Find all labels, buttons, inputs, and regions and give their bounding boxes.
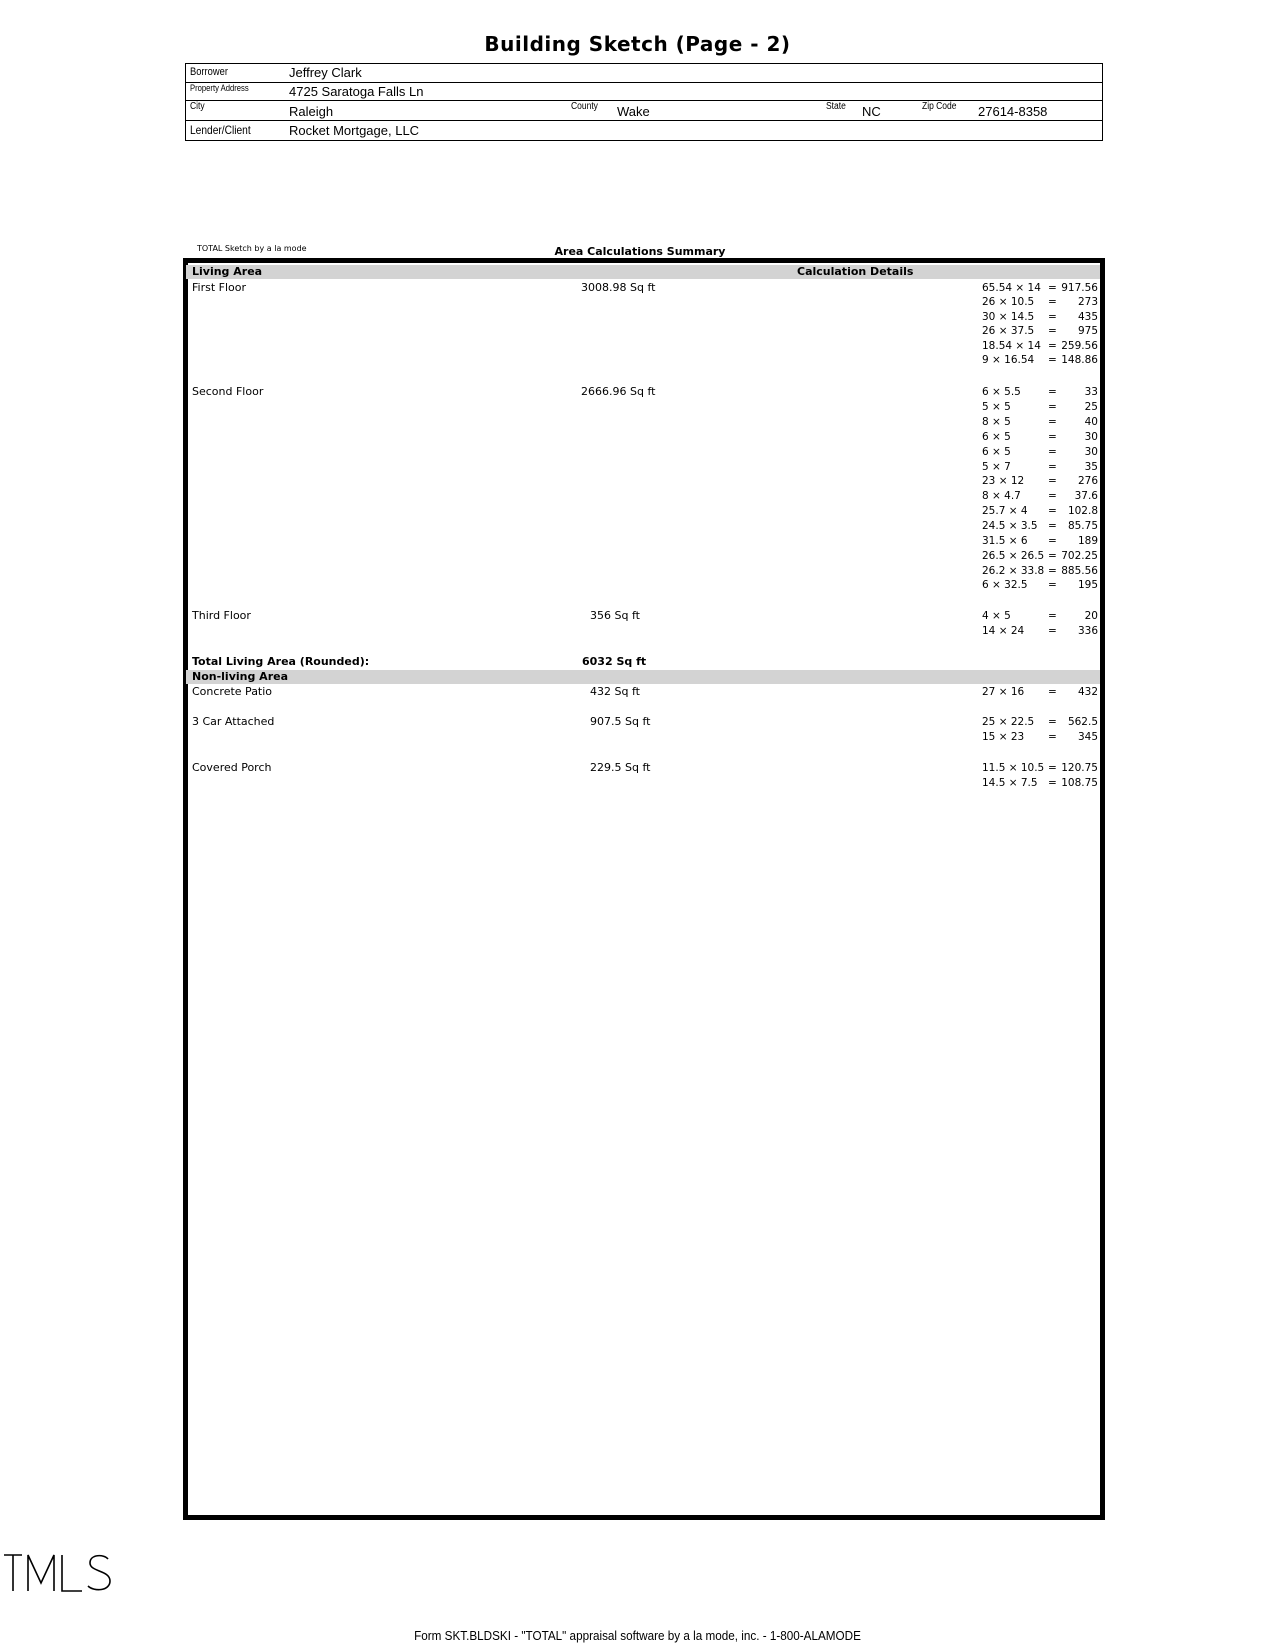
non-living-label: Non-living Area: [192, 670, 288, 683]
calc-line: 8 × 5 = 40: [982, 416, 1098, 428]
covered-porch-label: Covered Porch: [192, 761, 272, 774]
third-floor-label: Third Floor: [192, 609, 251, 622]
first-floor-label: First Floor: [192, 281, 247, 294]
total-living-label: Total Living Area (Rounded):: [192, 655, 370, 668]
borrower-value: Jeffrey Clark: [289, 65, 362, 80]
calc-line: 18.54 × 14 = 259.56: [982, 340, 1098, 352]
calc-line: 4 × 5 = 20: [982, 610, 1098, 622]
second-floor-area: 2666.96 Sq ft: [581, 385, 656, 398]
calc-line: 14.5 × 7.5 = 108.75: [982, 777, 1098, 789]
lender-value: Rocket Mortgage, LLC: [289, 123, 420, 138]
calc-line: 5 × 5 = 25: [982, 401, 1098, 413]
calc-line: 6 × 32.5 = 195: [982, 579, 1098, 591]
calc-line: 15 × 23 = 345: [982, 731, 1098, 743]
state-label: State: [826, 101, 846, 112]
subject-info-table: [185, 63, 1103, 141]
property-address-value: 4725 Saratoga Falls Ln: [289, 84, 424, 99]
total-living-value: 6032 Sq ft: [582, 655, 647, 668]
lender-label: Lender/Client: [190, 123, 251, 137]
calc-line: 26.5 × 26.5 = 702.25: [982, 550, 1098, 562]
zip-label: Zip Code: [922, 101, 957, 112]
calc-line: 31.5 × 6 = 189: [982, 535, 1098, 547]
calc-line: 11.5 × 10.5 = 120.75: [982, 762, 1098, 774]
summary-title: Area Calculations Summary: [554, 245, 726, 258]
sketch-credit: TOTAL Sketch by a la mode: [197, 244, 307, 253]
calc-details-label: Calculation Details: [797, 265, 914, 278]
calc-line: 8 × 4.7 = 37.6: [982, 490, 1098, 502]
garage-area: 907.5 Sq ft: [590, 715, 651, 728]
calc-line: 30 × 14.5 = 435: [982, 311, 1098, 323]
page-title: Building Sketch (Page - 2): [484, 32, 791, 56]
calc-line: 25 × 22.5 = 562.5: [982, 716, 1098, 728]
calc-line: 5 × 7 = 35: [982, 461, 1098, 473]
calc-line: 9 × 16.54 = 148.86: [982, 354, 1098, 366]
calc-line: 26 × 37.5 = 975: [982, 325, 1098, 337]
calc-line: 24.5 × 3.5 = 85.75: [982, 520, 1098, 532]
form-footer: Form SKT.BLDSKI - "TOTAL" appraisal software by a la mode, inc. - 1-800-ALAMODE: [414, 1628, 861, 1643]
covered-porch-area: 229.5 Sq ft: [590, 761, 651, 774]
area-summary-frame: [183, 258, 1105, 1520]
city-label: City: [190, 101, 205, 112]
calc-line: 27 × 16 = 432: [982, 686, 1098, 698]
lender-row: [186, 120, 1102, 140]
calc-line: 25.7 × 4 = 102.8: [982, 505, 1098, 517]
tmls-logo: [4, 1553, 124, 1593]
calc-line: 14 × 24 = 336: [982, 625, 1098, 637]
concrete-patio-area: 432 Sq ft: [590, 685, 640, 698]
calc-line: 6 × 5 = 30: [982, 431, 1098, 443]
zip-value: 27614-8358: [978, 104, 1048, 119]
city-row: [186, 100, 1102, 121]
second-floor-label: Second Floor: [192, 385, 264, 398]
city-value: Raleigh: [289, 104, 334, 119]
calc-line: 23 × 12 = 276: [982, 475, 1098, 487]
first-floor-area: 3008.98 Sq ft: [581, 281, 656, 294]
calc-line: 65.54 × 14 = 917.56: [982, 282, 1098, 294]
state-value: NC: [862, 104, 881, 119]
garage-label: 3 Car Attached: [192, 715, 275, 728]
calc-line: 6 × 5.5 = 33: [982, 386, 1098, 398]
calc-line: 6 × 5 = 30: [982, 446, 1098, 458]
borrower-label: Borrower: [190, 66, 228, 78]
property-address-label: Property Address: [190, 83, 249, 93]
living-area-band: [186, 265, 1100, 279]
county-label: County: [571, 101, 598, 112]
concrete-patio-label: Concrete Patio: [192, 685, 273, 698]
borrower-row: [186, 64, 1102, 83]
non-living-band: [186, 670, 1100, 684]
address-row: [186, 82, 1102, 101]
living-area-label: Living Area: [192, 265, 263, 278]
county-value: Wake: [617, 104, 650, 119]
calc-line: 26.2 × 33.8 = 885.56: [982, 565, 1098, 577]
third-floor-area: 356 Sq ft: [590, 609, 640, 622]
calc-line: 26 × 10.5 = 273: [982, 296, 1098, 308]
